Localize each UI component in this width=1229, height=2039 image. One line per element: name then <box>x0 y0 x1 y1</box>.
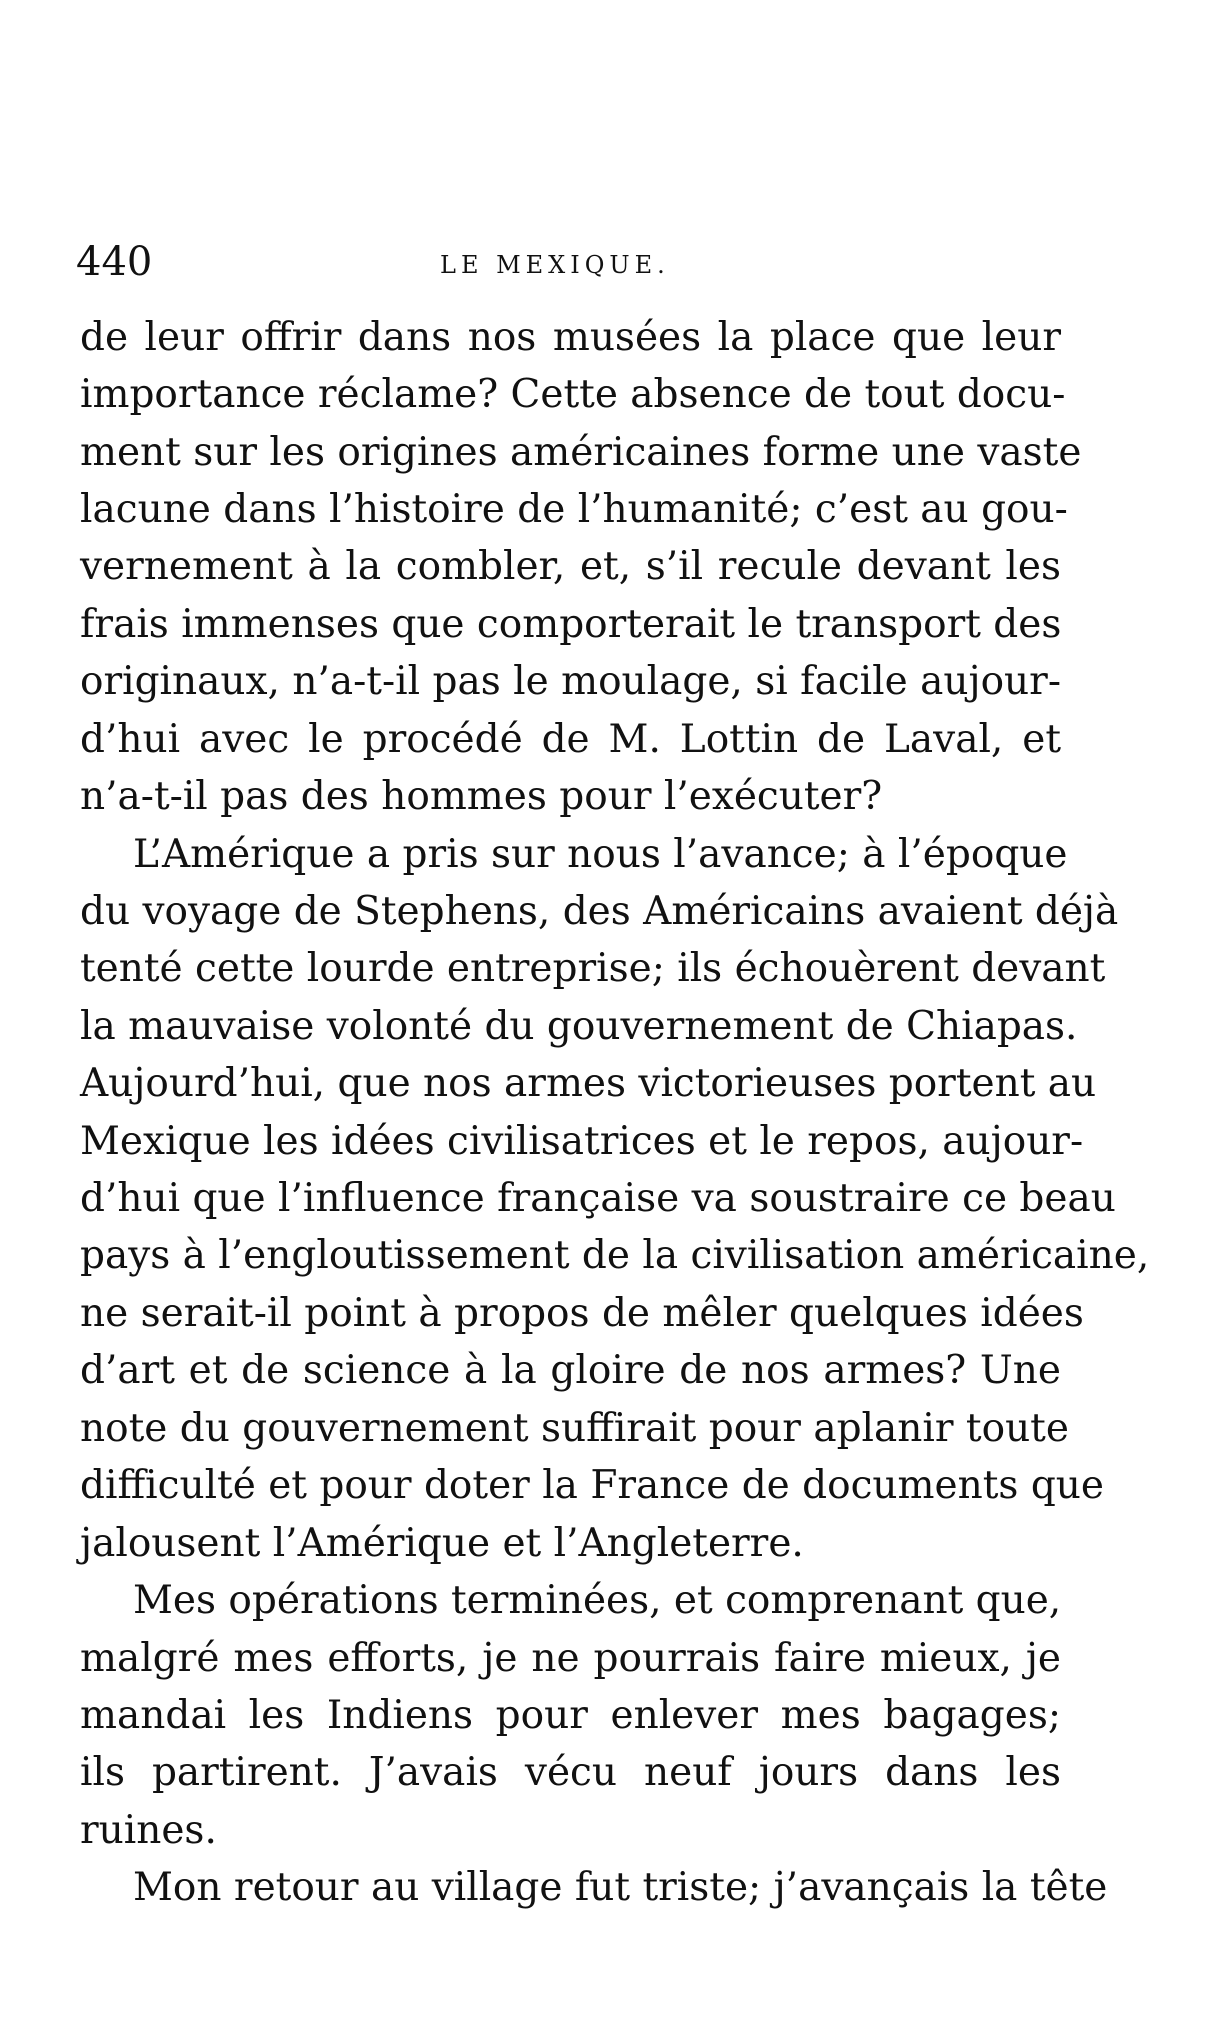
text-line: ment sur les origines américaines forme une vaste <box>80 430 1082 475</box>
page-number: 440 <box>76 239 153 285</box>
paragraph-start-line: L’Amérique a pris sur nous l’avance; à l’époque <box>133 832 1068 877</box>
text-line: d’hui avec le procédé de M. Lottin de Laval, et <box>80 717 1061 762</box>
text-line: pays à l’engloutissement de la civilisation américaine, <box>80 1233 1150 1278</box>
running-title: LE MEXIQUE. <box>440 251 670 279</box>
text-line: jalousent l’Amérique et l’Angleterre. <box>80 1521 804 1566</box>
text-line: n’a-t-il pas des hommes pour l’exécuter? <box>80 774 883 819</box>
text-line: Aujourd’hui, que nos armes victorieuses portent au <box>80 1061 1097 1106</box>
text-line: tenté cette lourde entreprise; ils échouèrent devant <box>80 946 1106 991</box>
text-line: Mexique les idées civilisatrices et le repos, aujour- <box>80 1119 1084 1164</box>
text-line: la mauvaise volonté du gouvernement de Chiapas. <box>80 1004 1078 1049</box>
text-line: mandai les Indiens pour enlever mes bagages; <box>80 1693 1061 1738</box>
text-line: de leur offrir dans nos musées la place que leur <box>80 315 1061 360</box>
paragraph-start-line: Mes opérations terminées, et comprenant que, <box>133 1578 1062 1623</box>
text-line: malgré mes efforts, je ne pourrais faire mieux, je <box>80 1636 1061 1681</box>
text-line: d’art et de science à la gloire de nos armes? Une <box>80 1348 1061 1393</box>
text-line: du voyage de Stephens, des Américains avaient déjà <box>80 889 1119 934</box>
text-line: importance réclame? Cette absence de tout docu- <box>80 372 1066 417</box>
text-line: difficulté et pour doter la France de documents que <box>80 1463 1104 1508</box>
text-line: lacune dans l’histoire de l’humanité; c’est au gou- <box>80 487 1068 532</box>
text-line: vernement à la combler, et, s’il recule devant les <box>80 544 1061 589</box>
paragraph-start-line: Mon retour au village fut triste; j’avançais la tête <box>133 1865 1108 1910</box>
text-line: frais immenses que comporterait le transport des <box>80 602 1062 647</box>
text-line: ne serait-il point à propos de mêler quelques idées <box>80 1291 1084 1336</box>
text-line: originaux, n’a-t-il pas le moulage, si facile aujour- <box>80 659 1061 704</box>
text-line: ils partirent. J’avais vécu neuf jours dans les <box>80 1750 1061 1795</box>
text-line: d’hui que l’influence française va soustraire ce beau <box>80 1176 1116 1221</box>
text-line: ruines. <box>80 1808 217 1853</box>
text-line: note du gouvernement suffirait pour aplanir toute <box>80 1406 1069 1451</box>
